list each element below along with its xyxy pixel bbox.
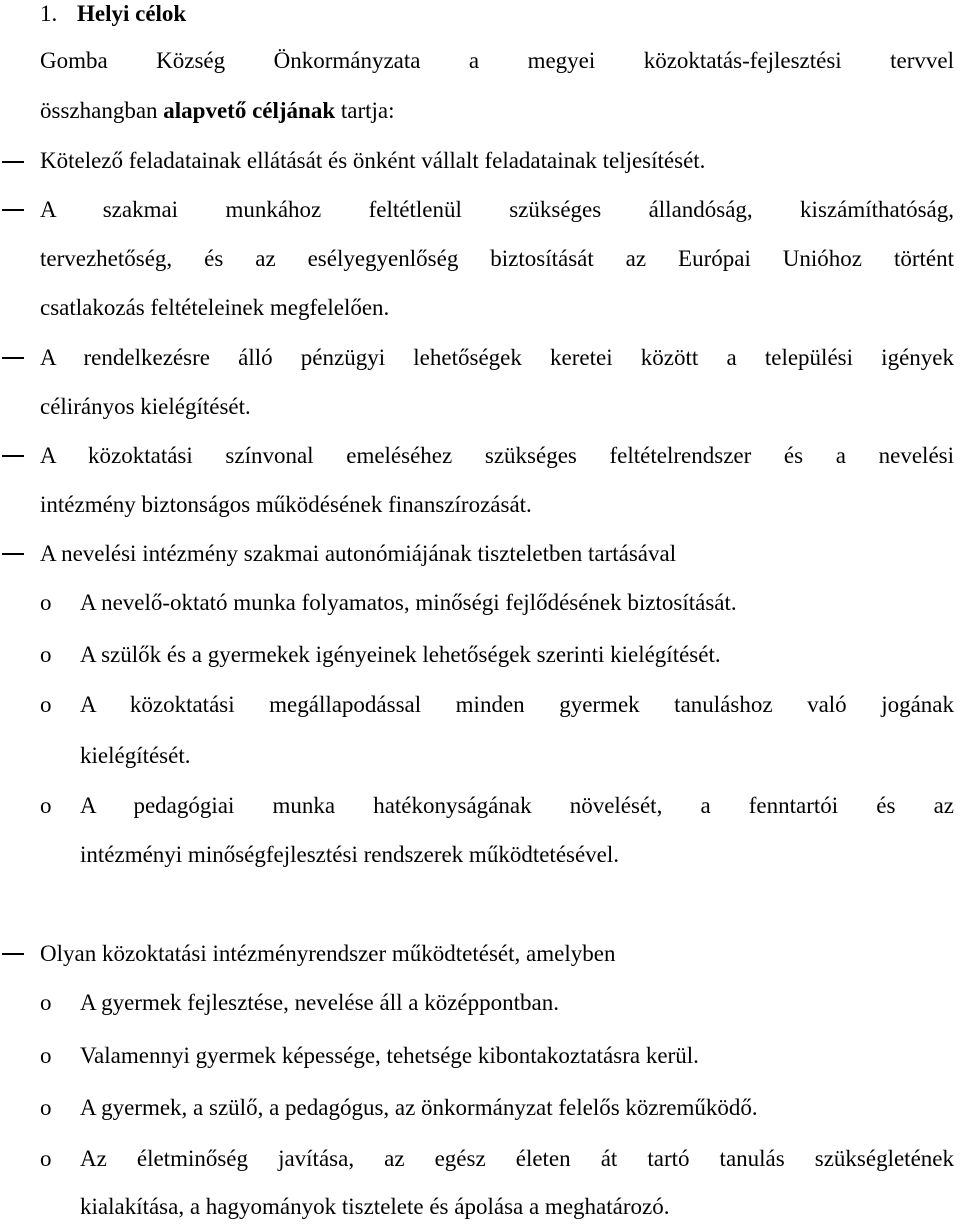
goal-2-line-1: A szakmai munkához feltétlenül szükséges állandóság, kiszámíthatóság, [40, 197, 954, 222]
intro-line-2 [40, 97, 395, 125]
circle-bullet: o [40, 1146, 52, 1171]
dash-bullet [2, 161, 24, 163]
circle-bullet: o [40, 692, 52, 717]
dash-bullet [2, 953, 24, 955]
section-title: Helyi célok [77, 1, 187, 26]
circle-bullet: o [40, 793, 52, 818]
intro-line-1: Gomba Község Önkormányzata a megyei közoktatás-fejlesztési tervvel [40, 48, 954, 73]
section-number: 1. [40, 1, 58, 26]
goal-4-line-1: A közoktatási színvonal emeléséhez szükséges feltételrendszer és a nevelési [40, 443, 954, 468]
sub-a-1-line-1: A nevelő-oktató munka folyamatos, minőségi fejlődésének biztosítását. [80, 590, 737, 615]
circle-bullet: o [40, 590, 52, 615]
intro-text-end: tartja: [335, 98, 395, 123]
circle-bullet: o [40, 990, 52, 1015]
dash-bullet [2, 553, 24, 555]
circle-bullet: o [40, 1043, 52, 1068]
goal-2-line-3: csatlakozás feltételeinek megfelelően. [40, 295, 390, 320]
dash-bullet [2, 209, 24, 211]
goal-3-line-2: célirányos kielégítését. [40, 394, 251, 419]
goal-5-line-1: A nevelési intézmény szakmai autonómiájának tiszteletben tartásával [40, 541, 677, 566]
intro-text: összhangban [40, 98, 164, 123]
sub-a-2-line-1: A szülők és a gyermekek igényeinek lehetőségek szerinti kielégítését. [80, 642, 721, 667]
goal-1-line-1: Kötelező feladatainak ellátását és önként vállalt feladatainak teljesítését. [40, 148, 706, 173]
goal-6-line-1: Olyan közoktatási intézményrendszer működtetését, amelyben [40, 941, 616, 966]
sub-b-4-line-2: kialakítása, a hagyományok tisztelete és ápolása a meghatározó. [80, 1194, 670, 1219]
goal-3-line-1: A rendelkezésre álló pénzügyi lehetőségek keretei között a települési igények [40, 345, 954, 370]
dash-bullet [2, 357, 24, 359]
sub-a-4-line-2: intézményi minőségfejlesztési rendszerek működtetésével. [80, 842, 620, 867]
circle-bullet: o [40, 642, 52, 667]
sub-a-3-line-1: A közoktatási megállapodással minden gyermek tanuláshoz való jogának [80, 692, 954, 717]
goal-2-line-2: tervezhetőség, és az esélyegyenlőség biztosítását az Európai Unióhoz történt [40, 246, 954, 271]
sub-b-3-line-1: A gyermek, a szülő, a pedagógus, az önkormányzat felelős közreműködő. [80, 1095, 758, 1120]
sub-b-4-line-1: Az életminőség javítása, az egész életen át tartó tanulás szükségletének [80, 1146, 954, 1171]
sub-b-1-line-1: A gyermek fejlesztése, nevelése áll a középpontban. [80, 990, 559, 1015]
dash-bullet [2, 455, 24, 457]
section-heading [40, 0, 186, 28]
intro-emphasis: alapvető céljának [163, 98, 336, 123]
sub-a-4-line-1: A pedagógiai munka hatékonyságának növelését, a fenntartói és az [80, 793, 954, 818]
sub-b-2-line-1: Valamennyi gyermek képessége, tehetsége kibontakoztatásra kerül. [80, 1043, 699, 1068]
circle-bullet: o [40, 1095, 52, 1120]
sub-a-3-line-2: kielégítését. [80, 743, 191, 768]
goal-4-line-2: intézmény biztonságos működésének finanszírozását. [40, 492, 532, 517]
